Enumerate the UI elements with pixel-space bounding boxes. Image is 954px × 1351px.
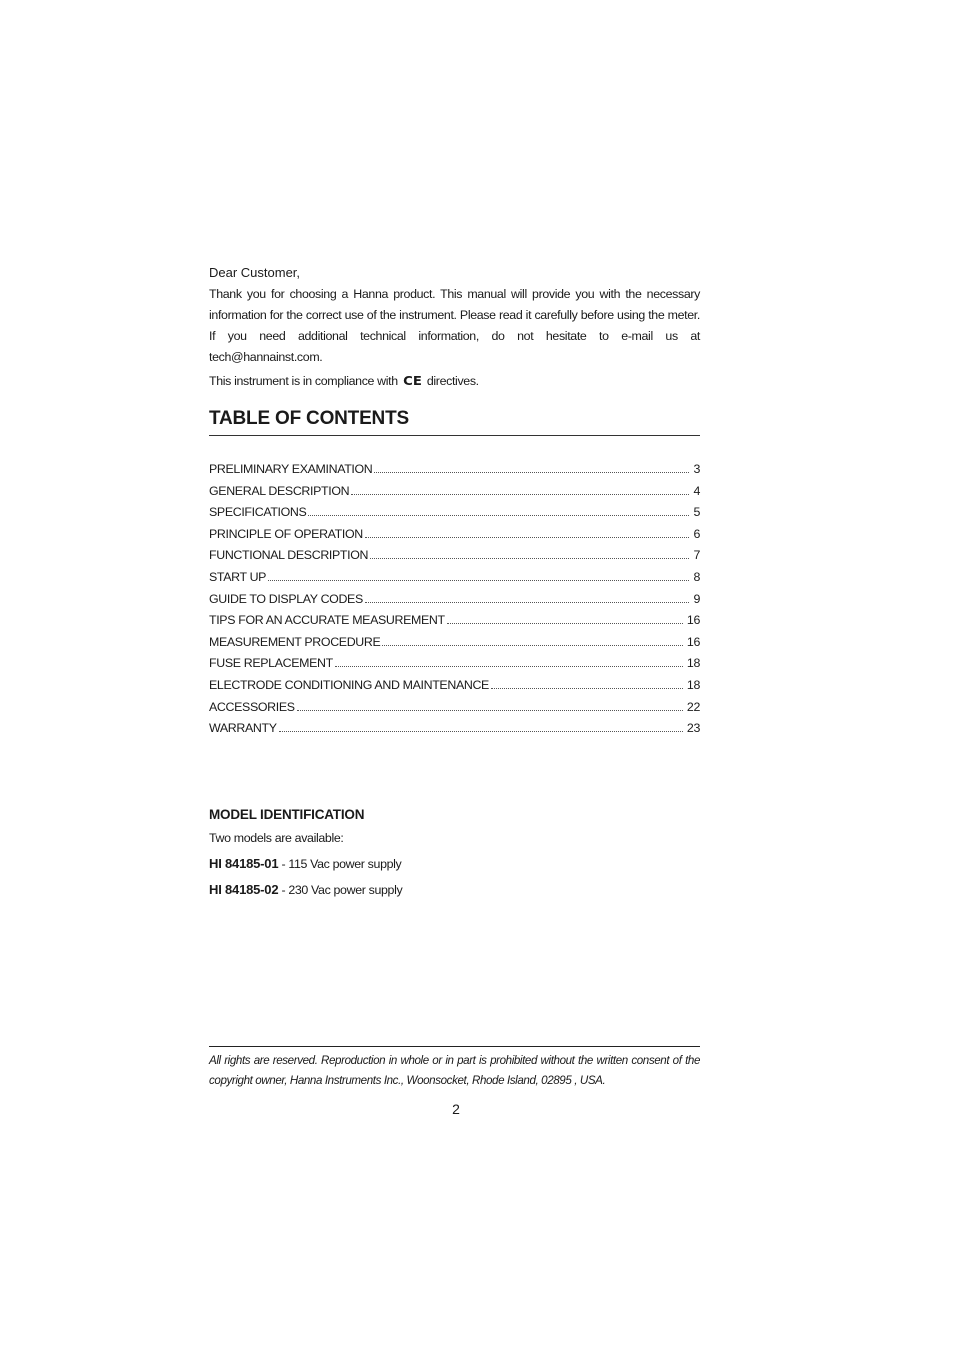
model-item: [209, 877, 700, 903]
toc-leader-dots: [308, 514, 689, 516]
toc-entry[interactable]: [209, 613, 700, 635]
toc-leader-dots: [268, 579, 689, 581]
toc-entry[interactable]: [209, 678, 700, 700]
toc-leader-dots: [365, 536, 690, 538]
toc-entry[interactable]: [209, 505, 700, 527]
toc-entry-page: 7: [693, 548, 700, 563]
ce-mark-icon: CE: [402, 374, 422, 388]
toc-leader-dots: [374, 471, 689, 473]
toc-entry[interactable]: [209, 462, 700, 484]
toc-entry-page: 23: [686, 721, 700, 736]
toc-leader-dots: [447, 622, 683, 624]
toc-entry-label: PRINCIPLE OF OPERATION: [209, 526, 363, 541]
toc-entry[interactable]: [209, 570, 700, 592]
toc-entry-label: GUIDE TO DISPLAY CODES: [209, 591, 363, 606]
intro-line-3: If you need additional technical information, do not hesitate to e-mail us at tech@hannainst.com.: [209, 329, 700, 364]
toc-entry-page: 9: [693, 591, 700, 606]
copyright-footer: [209, 1046, 700, 1091]
model-intro: Two models are available:: [209, 830, 344, 845]
model-code: HI 84185-02: [209, 881, 279, 897]
compliance-suffix: directives.: [426, 374, 479, 388]
toc-entry-page: 16: [686, 634, 700, 649]
toc-entry-label: SPECIFICATIONS: [209, 505, 307, 520]
toc-entry-label: ACCESSORIES: [209, 699, 295, 714]
toc-entry[interactable]: [209, 484, 700, 506]
toc-entry[interactable]: [209, 700, 700, 722]
copyright-line-1: All rights are reserved. Reproduction in whole or in part is prohibited without the written consent of the: [209, 1054, 700, 1067]
toc-entry-page: 18: [686, 677, 700, 692]
toc-leader-dots: [351, 493, 689, 495]
toc-entry[interactable]: [209, 721, 700, 743]
toc-entry-label: START UP: [209, 569, 267, 584]
toc-entry[interactable]: [209, 527, 700, 549]
toc-entry-label: TIPS FOR AN ACCURATE MEASUREMENT: [209, 613, 445, 628]
intro-line-1: Thank you for choosing a Hanna product. This manual will provide you with the necessary: [209, 287, 700, 301]
salutation: Dear Customer,: [209, 265, 301, 280]
toc-entry-label: GENERAL DESCRIPTION: [209, 483, 350, 498]
toc-entry-label: ELECTRODE CONDITIONING AND MAINTENANCE: [209, 677, 489, 692]
compliance-prefix: This instrument is in compliance with: [209, 374, 398, 388]
toc-leader-dots: [297, 709, 683, 711]
toc-entry-page: 18: [686, 656, 700, 671]
toc-entry[interactable]: [209, 548, 700, 570]
manual-page: [209, 262, 700, 903]
toc-leader-dots: [370, 557, 689, 559]
toc-entry[interactable]: [209, 592, 700, 614]
model-description: - 115 Vac power supply: [278, 856, 402, 871]
toc-entry-label: FUSE REPLACEMENT: [209, 656, 333, 671]
compliance-statement: [209, 371, 700, 392]
model-description: - 230 Vac power supply: [278, 882, 403, 897]
toc-entry[interactable]: [209, 635, 700, 657]
toc-entry-page: 22: [686, 699, 700, 714]
toc-entry-page: 6: [693, 526, 700, 541]
toc-leader-dots: [365, 601, 690, 603]
toc-entry-label: WARRANTY: [209, 721, 277, 736]
toc-leader-dots: [382, 644, 682, 646]
toc-entry-page: 5: [693, 505, 700, 520]
page-number: 2: [452, 1101, 460, 1117]
toc-leader-dots: [335, 665, 683, 667]
toc-leader-dots: [279, 730, 683, 732]
toc-entry-label: PRELIMINARY EXAMINATION: [209, 462, 373, 476]
model-code: HI 84185-01: [209, 855, 279, 871]
toc-list: [209, 462, 700, 743]
copyright-line-2: copyright owner, Hanna Instruments Inc., Woonsocket, Rhode Island, 02895 , USA.: [209, 1074, 606, 1087]
toc-entry-page: 8: [693, 569, 700, 584]
model-identification-heading: MODEL IDENTIFICATION: [209, 806, 365, 822]
toc-entry-label: FUNCTIONAL DESCRIPTION: [209, 548, 369, 563]
toc-entry-page: 4: [693, 483, 700, 498]
model-item: [209, 851, 700, 877]
toc-entry-page: 16: [686, 613, 700, 628]
toc-entry-page: 3: [693, 462, 700, 476]
toc-title: TABLE OF CONTENTS: [209, 407, 700, 436]
intro-line-2: information for the correct use of the instrument. Please read it carefully before using the meter.: [209, 308, 700, 322]
toc-entry-label: MEASUREMENT PROCEDURE: [209, 634, 381, 649]
toc-leader-dots: [491, 687, 683, 689]
toc-entry[interactable]: [209, 656, 700, 678]
